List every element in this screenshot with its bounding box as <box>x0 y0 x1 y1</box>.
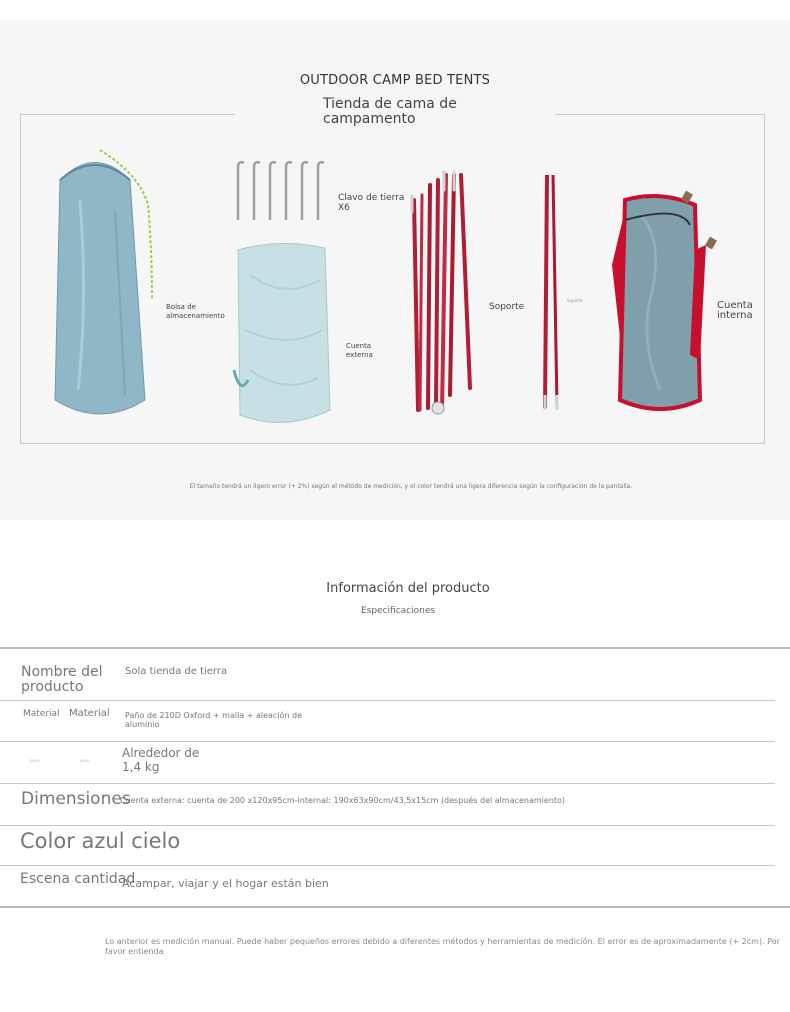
row-divider <box>0 825 775 826</box>
spec-label-material-alt: Material <box>69 708 110 719</box>
size-disclaimer: El tamaño tendrá un ligero error (+ 2%) según el método de medición, y el color tendrá una ligera diferencia según la configuración de la pantalla. <box>189 483 633 490</box>
support-label: Soporte <box>489 302 525 312</box>
table-bottom-rule <box>0 906 790 908</box>
measurement-footnote: Lo anterior es medición manual. Puede haber pequeños errores debido a diferentes métodos y herramientas de medición. El error es de aproximadamente (+ 2cm). Por favor entienda <box>105 937 780 956</box>
support-pole-image <box>545 175 557 410</box>
spec-value-material: Paño de 210D Oxford + malla + aleación de aluminio <box>125 711 303 729</box>
spec-label-scene: Escena cantidad <box>20 871 136 887</box>
outer-tent-image <box>234 243 330 422</box>
poles-bundle-image <box>412 172 470 414</box>
spec-value-weight: Alrededor de 1,4 kg <box>122 746 200 774</box>
inner-tent-label: Cuenta interna <box>717 300 753 321</box>
row-divider <box>0 783 775 784</box>
row-divider <box>0 865 775 866</box>
info-subtitle: Especificaciones <box>360 606 436 616</box>
spec-value-dimensions: Cuenta externa: cuenta de 200 x120x95cm-internal: 190x63x90cm/43,5x15cm (después del almacenamiento) <box>120 796 566 805</box>
title-spanish: Tienda de cama de campamento <box>323 96 457 127</box>
spec-value-name: Sola tienda de tierra <box>125 666 228 677</box>
table-top-rule <box>0 647 790 649</box>
row-divider <box>0 700 775 701</box>
row-divider <box>0 741 775 742</box>
storage-bag-label: Bolsa de almacenamiento <box>166 303 225 320</box>
support-tiny-label: Soporte <box>567 298 583 303</box>
inner-tent-image <box>612 191 717 409</box>
spec-label-dimensions: Dimensiones <box>21 789 131 809</box>
spec-label-name: Nombre del producto <box>21 664 103 695</box>
ground-stake-label: Clavo de tierra X6 <box>338 193 405 213</box>
info-title: Información del producto <box>326 581 490 596</box>
spec-label-weight-alt: peso <box>80 758 90 763</box>
spec-label-weight: peso <box>30 758 40 763</box>
spec-label-material: Material <box>23 709 60 719</box>
ground-stakes-image <box>238 162 324 220</box>
spec-value-scene: Acampar, viajar y el hogar están bien <box>122 877 329 890</box>
outer-tent-label: Cuenta externa <box>346 342 373 359</box>
spec-label-color: Color azul cielo <box>20 829 181 853</box>
storage-bag-image <box>55 150 152 414</box>
title-english: OUTDOOR CAMP BED TENTS <box>299 73 491 88</box>
